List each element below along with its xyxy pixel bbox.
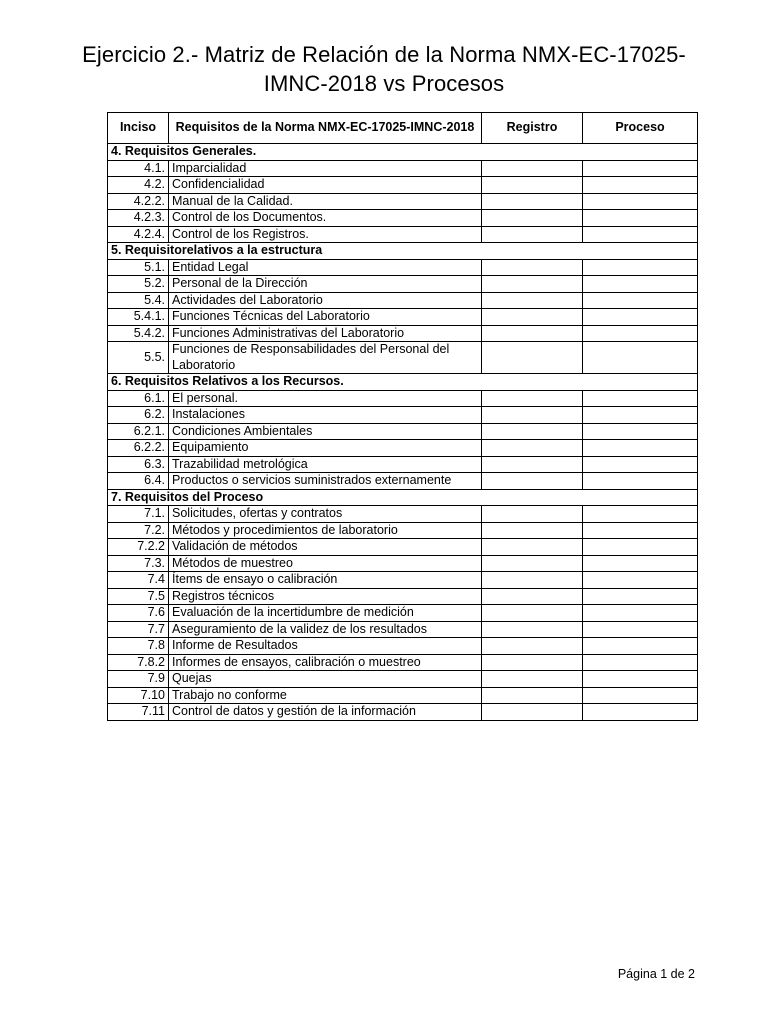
section-title: 4. Requisitos Generales. xyxy=(108,144,698,161)
requisito-cell: Personal de la Dirección xyxy=(169,276,482,293)
proceso-cell[interactable] xyxy=(583,259,698,276)
registro-cell[interactable] xyxy=(482,704,583,721)
requisito-cell: Informe de Resultados xyxy=(169,638,482,655)
section-row xyxy=(108,489,698,506)
inciso-cell: 7.8 xyxy=(108,638,169,655)
table-row xyxy=(108,704,698,721)
inciso-cell: 6.4. xyxy=(108,473,169,490)
table-row xyxy=(108,226,698,243)
proceso-cell[interactable] xyxy=(583,687,698,704)
requisito-cell: Registros técnicos xyxy=(169,588,482,605)
proceso-cell[interactable] xyxy=(583,160,698,177)
inciso-cell: 6.3. xyxy=(108,456,169,473)
registro-cell[interactable] xyxy=(482,325,583,342)
registro-cell[interactable] xyxy=(482,276,583,293)
inciso-cell: 7.4 xyxy=(108,572,169,589)
section-title: 5. Requisitorelativos a la estructura xyxy=(108,243,698,260)
proceso-cell[interactable] xyxy=(583,539,698,556)
proceso-cell[interactable] xyxy=(583,654,698,671)
table-row xyxy=(108,572,698,589)
requisito-cell: Manual de la Calidad. xyxy=(169,193,482,210)
table-row xyxy=(108,292,698,309)
table-row xyxy=(108,193,698,210)
inciso-cell: 4.2.4. xyxy=(108,226,169,243)
requisito-cell: Confidencialidad xyxy=(169,177,482,194)
inciso-cell: 7.6 xyxy=(108,605,169,622)
registro-cell[interactable] xyxy=(482,342,583,374)
header-inciso: Inciso xyxy=(108,113,169,144)
requisito-cell: Trabajo no conforme xyxy=(169,687,482,704)
table-row xyxy=(108,638,698,655)
inciso-cell: 6.1. xyxy=(108,390,169,407)
table-row xyxy=(108,522,698,539)
registro-cell[interactable] xyxy=(482,456,583,473)
proceso-cell[interactable] xyxy=(583,555,698,572)
requisito-cell: Actividades del Laboratorio xyxy=(169,292,482,309)
requisito-cell: El personal. xyxy=(169,390,482,407)
inciso-cell: 7.7 xyxy=(108,621,169,638)
table-row xyxy=(108,177,698,194)
inciso-cell: 5.1. xyxy=(108,259,169,276)
proceso-cell[interactable] xyxy=(583,588,698,605)
proceso-cell[interactable] xyxy=(583,210,698,227)
inciso-cell: 7.10 xyxy=(108,687,169,704)
table-row xyxy=(108,259,698,276)
registro-cell[interactable] xyxy=(482,407,583,424)
proceso-cell[interactable] xyxy=(583,423,698,440)
requisito-cell: Instalaciones xyxy=(169,407,482,424)
requisito-cell: Funciones de Responsabilidades del Personal del Laboratorio xyxy=(169,342,482,374)
requisito-cell: Control de datos y gestión de la información xyxy=(169,704,482,721)
proceso-cell[interactable] xyxy=(583,621,698,638)
registro-cell[interactable] xyxy=(482,671,583,688)
registro-cell[interactable] xyxy=(482,621,583,638)
section-title: 7. Requisitos del Proceso xyxy=(108,489,698,506)
requirements-matrix-table xyxy=(107,112,698,721)
header-proceso: Proceso xyxy=(583,113,698,144)
proceso-cell[interactable] xyxy=(583,572,698,589)
document-title: Ejercicio 2.- Matriz de Relación de la Norma NMX-EC-17025-IMNC-2018 vs Procesos xyxy=(82,42,686,96)
requisito-cell: Solicitudes, ofertas y contratos xyxy=(169,506,482,523)
proceso-cell[interactable] xyxy=(583,325,698,342)
table-header-row xyxy=(108,113,698,144)
table-body xyxy=(108,144,698,721)
requisito-cell: Entidad Legal xyxy=(169,259,482,276)
registro-cell[interactable] xyxy=(482,177,583,194)
table-row xyxy=(108,687,698,704)
registro-cell[interactable] xyxy=(482,605,583,622)
requisito-cell: Aseguramiento de la validez de los resultados xyxy=(169,621,482,638)
inciso-cell: 5.2. xyxy=(108,276,169,293)
proceso-cell[interactable] xyxy=(583,506,698,523)
table-row xyxy=(108,473,698,490)
requisito-cell: Quejas xyxy=(169,671,482,688)
proceso-cell[interactable] xyxy=(583,671,698,688)
inciso-cell: 7.11 xyxy=(108,704,169,721)
table-row xyxy=(108,671,698,688)
inciso-cell: 7.3. xyxy=(108,555,169,572)
registro-cell[interactable] xyxy=(482,210,583,227)
registro-cell[interactable] xyxy=(482,390,583,407)
registro-cell[interactable] xyxy=(482,440,583,457)
inciso-cell: 7.5 xyxy=(108,588,169,605)
registro-cell[interactable] xyxy=(482,259,583,276)
registro-cell[interactable] xyxy=(482,160,583,177)
table-row xyxy=(108,423,698,440)
registro-cell[interactable] xyxy=(482,572,583,589)
requisito-cell: Funciones Técnicas del Laboratorio xyxy=(169,309,482,326)
requisito-cell: Condiciones Ambientales xyxy=(169,423,482,440)
registro-cell[interactable] xyxy=(482,506,583,523)
proceso-cell[interactable] xyxy=(583,440,698,457)
table-row xyxy=(108,210,698,227)
registro-cell[interactable] xyxy=(482,423,583,440)
proceso-cell[interactable] xyxy=(583,390,698,407)
requisito-cell: Evaluación de la incertidumbre de medición xyxy=(169,605,482,622)
proceso-cell[interactable] xyxy=(583,342,698,374)
inciso-cell: 6.2.1. xyxy=(108,423,169,440)
proceso-cell[interactable] xyxy=(583,522,698,539)
table-row xyxy=(108,539,698,556)
requisito-cell: Control de los Documentos. xyxy=(169,210,482,227)
registro-cell[interactable] xyxy=(482,638,583,655)
requisito-cell: Informes de ensayos, calibración o muestreo xyxy=(169,654,482,671)
registro-cell[interactable] xyxy=(482,555,583,572)
registro-cell[interactable] xyxy=(482,654,583,671)
inciso-cell: 5.4.1. xyxy=(108,309,169,326)
registro-cell[interactable] xyxy=(482,588,583,605)
table-row xyxy=(108,160,698,177)
table-row xyxy=(108,276,698,293)
header-registro: Registro xyxy=(482,113,583,144)
inciso-cell: 5.5. xyxy=(108,342,169,374)
registro-cell[interactable] xyxy=(482,687,583,704)
proceso-cell[interactable] xyxy=(583,456,698,473)
requisito-cell: Métodos de muestreo xyxy=(169,555,482,572)
inciso-cell: 7.2. xyxy=(108,522,169,539)
proceso-cell[interactable] xyxy=(583,292,698,309)
requisito-cell: Validación de métodos xyxy=(169,539,482,556)
table-row xyxy=(108,309,698,326)
inciso-cell: 4.1. xyxy=(108,160,169,177)
table-row xyxy=(108,506,698,523)
inciso-cell: 4.2.3. xyxy=(108,210,169,227)
inciso-cell: 5.4.2. xyxy=(108,325,169,342)
registro-cell[interactable] xyxy=(482,473,583,490)
registro-cell[interactable] xyxy=(482,539,583,556)
requisito-cell: Trazabilidad metrológica xyxy=(169,456,482,473)
inciso-cell: 4.2. xyxy=(108,177,169,194)
page-number: Página 1 de 2 xyxy=(617,967,695,981)
inciso-cell: 4.2.2. xyxy=(108,193,169,210)
table-row xyxy=(108,390,698,407)
proceso-cell[interactable] xyxy=(583,605,698,622)
registro-cell[interactable] xyxy=(482,522,583,539)
table-row xyxy=(108,588,698,605)
table-row xyxy=(108,456,698,473)
proceso-cell[interactable] xyxy=(583,276,698,293)
registro-cell[interactable] xyxy=(482,226,583,243)
requisito-cell: Equipamiento xyxy=(169,440,482,457)
table-row xyxy=(108,342,698,374)
requisito-cell: Métodos y procedimientos de laboratorio xyxy=(169,522,482,539)
proceso-cell[interactable] xyxy=(583,473,698,490)
table-row xyxy=(108,325,698,342)
proceso-cell[interactable] xyxy=(583,309,698,326)
inciso-cell: 7.8.2 xyxy=(108,654,169,671)
requisito-cell: Imparcialidad xyxy=(169,160,482,177)
section-row xyxy=(108,374,698,391)
table-row xyxy=(108,605,698,622)
registro-cell[interactable] xyxy=(482,309,583,326)
table-row xyxy=(108,407,698,424)
inciso-cell: 7.2.2 xyxy=(108,539,169,556)
section-title: 6. Requisitos Relativos a los Recursos. xyxy=(108,374,698,391)
proceso-cell[interactable] xyxy=(583,407,698,424)
proceso-cell[interactable] xyxy=(583,226,698,243)
inciso-cell: 7.9 xyxy=(108,671,169,688)
table-row xyxy=(108,555,698,572)
registro-cell[interactable] xyxy=(482,292,583,309)
requisito-cell: Ítems de ensayo o calibración xyxy=(169,572,482,589)
inciso-cell: 5.4. xyxy=(108,292,169,309)
requisito-cell: Productos o servicios suministrados externamente xyxy=(169,473,482,490)
inciso-cell: 6.2. xyxy=(108,407,169,424)
proceso-cell[interactable] xyxy=(583,177,698,194)
registro-cell[interactable] xyxy=(482,193,583,210)
table-row xyxy=(108,440,698,457)
inciso-cell: 7.1. xyxy=(108,506,169,523)
requisito-cell: Control de los Registros. xyxy=(169,226,482,243)
inciso-cell: 6.2.2. xyxy=(108,440,169,457)
proceso-cell[interactable] xyxy=(583,638,698,655)
requisito-cell: Funciones Administrativas del Laboratorio xyxy=(169,325,482,342)
table-row xyxy=(108,654,698,671)
section-row xyxy=(108,243,698,260)
proceso-cell[interactable] xyxy=(583,193,698,210)
header-requisitos: Requisitos de la Norma NMX-EC-17025-IMNC-2018 xyxy=(169,113,482,144)
proceso-cell[interactable] xyxy=(583,704,698,721)
table-row xyxy=(108,621,698,638)
section-row xyxy=(108,144,698,161)
